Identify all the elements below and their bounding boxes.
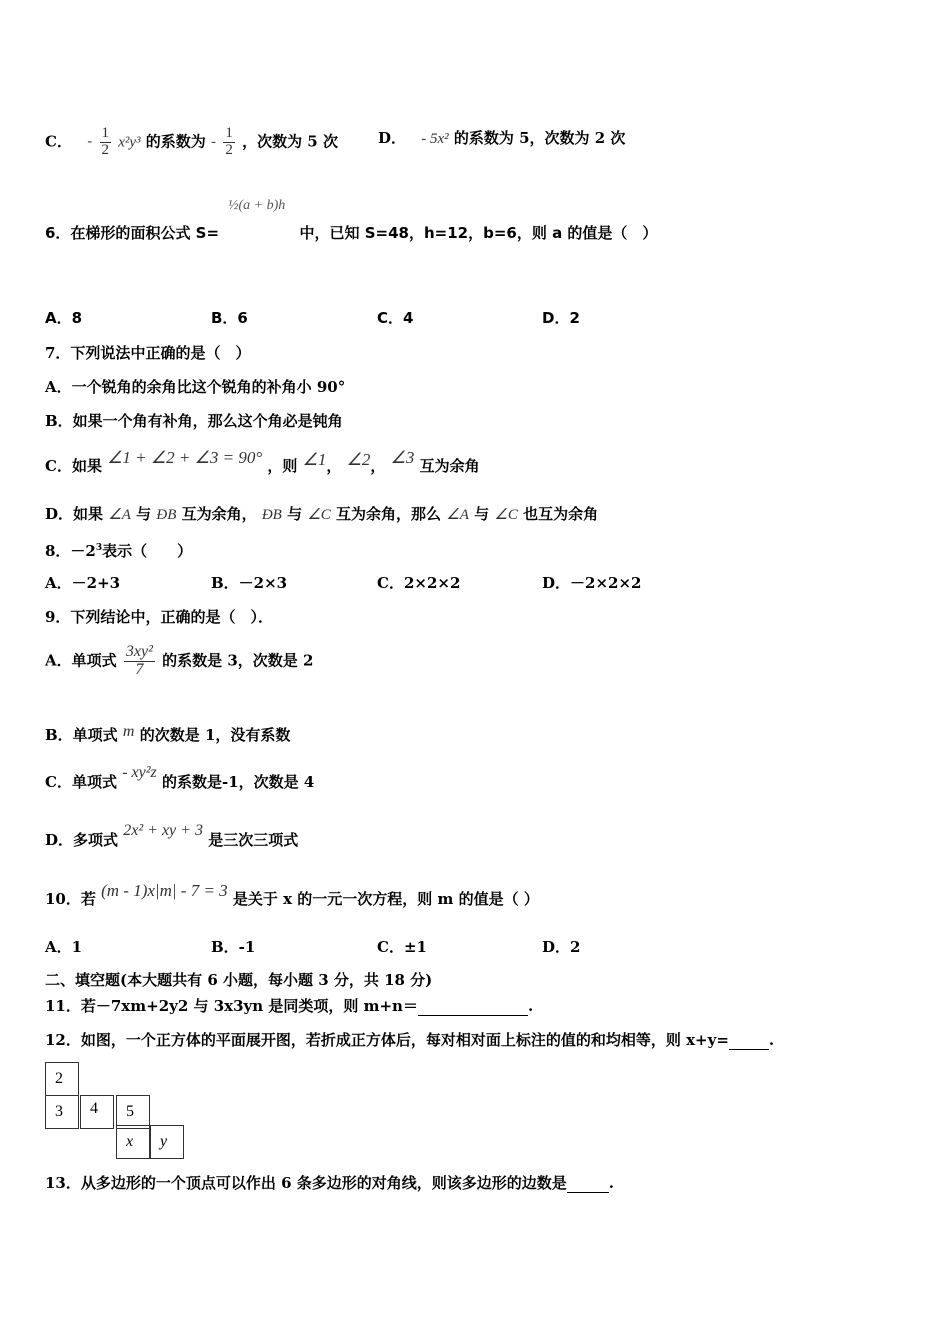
q10-option-b: B．-1 — [211, 938, 256, 956]
q10-option-c: C．±1 — [377, 938, 427, 956]
q9-option-d: D．多项式 2x² + xy + 3 是三次三项式 — [45, 822, 299, 849]
net-cell: 4 — [80, 1095, 114, 1129]
section-title: 二、填空题(本大题共有 6 小题，每小题 3 分，共 18 分) — [45, 971, 433, 989]
net-cell: x — [116, 1125, 150, 1159]
net-cell: 3 — [45, 1095, 79, 1129]
q8-option-c: C．2×2×2 — [377, 574, 461, 592]
q8-option-a: A．－2+3 — [45, 574, 121, 592]
fraction: $\frac{\text{3xy²}}{7}$ — [125, 643, 153, 678]
q9-option-b: B．单项式 m 的次数是 1，没有系数 — [45, 723, 291, 744]
q9-option-a: A．单项式 $\frac{\text{3xy²}}{7}$ 的系数是 3，次数是 2 — [45, 643, 314, 678]
q9-stem: 9．下列结论中，正确的是（ ）． — [45, 608, 273, 626]
net-cell: 2 — [45, 1062, 79, 1096]
q7-stem: 7．下列说法中正确的是（ ） — [45, 344, 251, 362]
q7-option-d: D．如果 ∠A 与 ÐB 互为余角， ÐB 与 ∠C 互为余角，那么 ∠A 与 ∠C 也互为余角 — [45, 505, 599, 523]
q8-option-b: B．－2×3 — [211, 574, 288, 592]
q5-option-c: C． - $\frac{1}{2}$ x²y³ 的系数为 - $\frac{1}{2}$ ，次数为 5 次 — [45, 125, 338, 158]
q7-option-a: A．一个锐角的余角比这个锐角的补角小 90° — [45, 378, 346, 396]
q8-option-d: D．－2×2×2 — [542, 574, 642, 592]
net-cell: y — [150, 1125, 184, 1159]
q7-option-b: B．如果一个角有补角，那么这个角必是钝角 — [45, 412, 343, 430]
q6-formula-image: ½(a + b)h — [228, 198, 286, 213]
fraction: $\frac{1}{2}$ — [101, 125, 109, 158]
q6-stem: 6．在梯形的面积公式 S= 中，已知 S=48，h=12，b=6，则 a 的值是（ ） — [45, 224, 658, 242]
q8-stem: 8．$-2^3$表示（ ） — [45, 542, 193, 560]
q13-stem: 13．从多边形的一个顶点可以作出 6 条多边形的对角线，则该多边形的边数是 . — [45, 1174, 614, 1192]
q9-option-c: C．单项式 - xy²z 的系数是-1，次数是 4 — [45, 764, 315, 791]
net-cell: 5 — [116, 1095, 150, 1129]
q6-option-a: A．8 — [45, 309, 83, 327]
q6-option-c: C．4 — [377, 309, 414, 327]
q6-option-d: D．2 — [542, 309, 580, 327]
q10-option-a: A．1 — [45, 938, 83, 956]
q7-option-c: C．如果 ∠1 + ∠2 + ∠3 = 90° ，则 ∠1， ∠2， ∠3 互为余角 — [45, 448, 480, 475]
q5-option-d: D． - 5x² 的系数为 5，次数为 2 次 — [378, 129, 626, 147]
q11-stem: 11．若－7xm+2y2 与 3x3yn 是同类项，则 m+n＝ . — [45, 997, 534, 1015]
q12-stem: 12．如图，一个正方体的平面展开图，若折成正方体后，每对相对面上标注的值的和均相等，则 x+y= . — [45, 1031, 775, 1049]
q10-stem: 10．若 (m - 1)x|m| - 7 = 3 是关于 x 的一元一次方程，则 m 的值是（ ） — [45, 881, 539, 908]
q10-option-d: D．2 — [542, 938, 581, 956]
q6-option-b: B．6 — [211, 309, 248, 327]
fraction: $\frac{1}{2}$ — [225, 125, 233, 158]
